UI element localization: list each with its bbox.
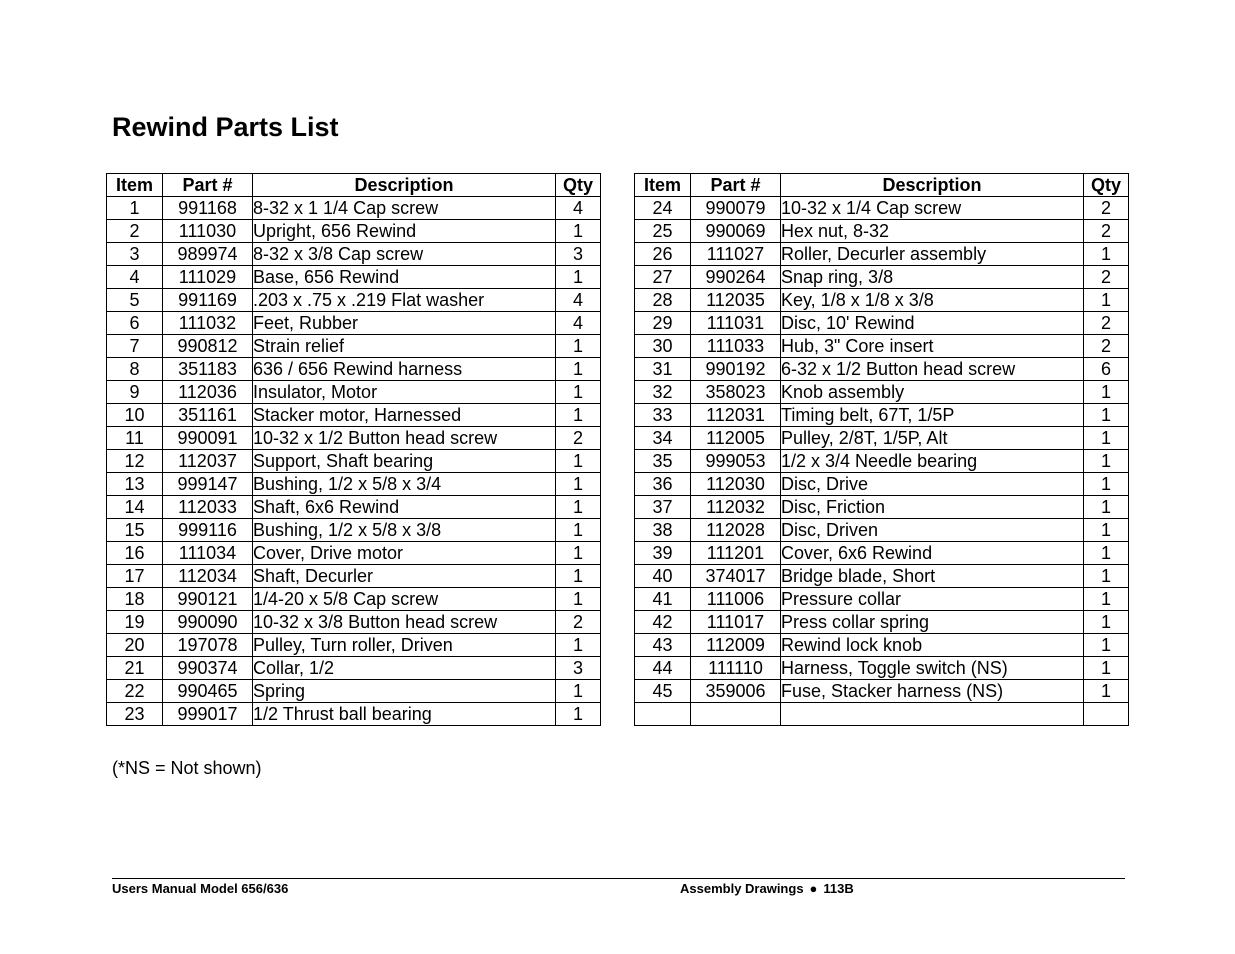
cell-item: 17 xyxy=(107,565,163,588)
cell-qty: 2 xyxy=(1084,266,1129,289)
cell-description: Cover, Drive motor xyxy=(253,542,556,565)
table-row xyxy=(107,703,601,726)
cell-qty: 1 xyxy=(1084,450,1129,473)
cell-qty: 3 xyxy=(556,657,601,680)
cell-description: Shaft, 6x6 Rewind xyxy=(253,496,556,519)
cell-item: 14 xyxy=(107,496,163,519)
table-header-row xyxy=(107,174,601,197)
table-row xyxy=(635,519,1129,542)
cell-description: 10-32 x 3/8 Button head screw xyxy=(253,611,556,634)
cell-description: Hex nut, 8-32 xyxy=(781,220,1084,243)
table-row xyxy=(107,473,601,496)
cell-description: Bushing, 1/2 x 5/8 x 3/8 xyxy=(253,519,556,542)
cell-description: Disc, Drive xyxy=(781,473,1084,496)
cell-item: 41 xyxy=(635,588,691,611)
cell-description: Spring xyxy=(253,680,556,703)
cell-qty: 2 xyxy=(1084,197,1129,220)
cell-item: 11 xyxy=(107,427,163,450)
cell-description: Press collar spring xyxy=(781,611,1084,634)
cell-item: 12 xyxy=(107,450,163,473)
table-row xyxy=(107,289,601,312)
cell-item: 40 xyxy=(635,565,691,588)
cell-item: 38 xyxy=(635,519,691,542)
cell-description: 1/2 x 3/4 Needle bearing xyxy=(781,450,1084,473)
cell-qty: 1 xyxy=(1084,657,1129,680)
cell-qty: 3 xyxy=(556,243,601,266)
cell-part-number: 990069 xyxy=(691,220,781,243)
cell-part-number: 197078 xyxy=(163,634,253,657)
table-row xyxy=(107,519,601,542)
cell-part-number: 112005 xyxy=(691,427,781,450)
table-row xyxy=(635,611,1129,634)
cell-part-number: 999017 xyxy=(163,703,253,726)
cell-qty: 1 xyxy=(1084,404,1129,427)
table-row xyxy=(107,611,601,634)
cell-qty: 1 xyxy=(556,680,601,703)
cell-qty: 2 xyxy=(1084,312,1129,335)
cell-item: 34 xyxy=(635,427,691,450)
cell-description: Bushing, 1/2 x 5/8 x 3/4 xyxy=(253,473,556,496)
cell-description: Disc, Friction xyxy=(781,496,1084,519)
cell-item: 42 xyxy=(635,611,691,634)
cell-qty: 1 xyxy=(556,381,601,404)
table-row xyxy=(107,266,601,289)
cell-qty: 4 xyxy=(556,312,601,335)
cell-qty: 1 xyxy=(556,496,601,519)
cell-item: 4 xyxy=(107,266,163,289)
table-row xyxy=(107,404,601,427)
table-row xyxy=(107,220,601,243)
cell-qty: 1 xyxy=(556,335,601,358)
cell-qty: 1 xyxy=(556,473,601,496)
table-row xyxy=(635,542,1129,565)
cell-item: 30 xyxy=(635,335,691,358)
cell-qty: 1 xyxy=(1084,427,1129,450)
cell-description: Pulley, Turn roller, Driven xyxy=(253,634,556,657)
parts-table-right-body xyxy=(635,197,1129,726)
parts-table-left xyxy=(106,173,601,726)
bullet-icon: ● xyxy=(809,881,818,896)
cell-qty: 1 xyxy=(556,404,601,427)
cell-part-number: 112037 xyxy=(163,450,253,473)
table-row xyxy=(107,657,601,680)
cell-item: 35 xyxy=(635,450,691,473)
cell-qty: 1 xyxy=(556,703,601,726)
cell-item: 31 xyxy=(635,358,691,381)
cell-description: Stacker motor, Harnessed xyxy=(253,404,556,427)
table-row xyxy=(635,312,1129,335)
cell-qty: 1 xyxy=(1084,473,1129,496)
cell-description: Key, 1/8 x 1/8 x 3/8 xyxy=(781,289,1084,312)
table-header-row xyxy=(635,174,1129,197)
cell-description: Cover, 6x6 Rewind xyxy=(781,542,1084,565)
footnote: (*NS = Not shown) xyxy=(112,758,262,778)
cell-qty: 1 xyxy=(556,588,601,611)
cell-part-number: 990090 xyxy=(163,611,253,634)
table-row xyxy=(635,289,1129,312)
table-row xyxy=(635,634,1129,657)
table-row xyxy=(107,381,601,404)
cell-description: Shaft, Decurler xyxy=(253,565,556,588)
cell-description: Fuse, Stacker harness (NS) xyxy=(781,680,1084,703)
cell-part-number: 990079 xyxy=(691,197,781,220)
cell-part-number: 990812 xyxy=(163,335,253,358)
cell-item: 20 xyxy=(107,634,163,657)
cell-part-number: 351183 xyxy=(163,358,253,381)
cell-part-number: 990264 xyxy=(691,266,781,289)
footer-manual-title: Users Manual Model 656/636 xyxy=(112,881,289,896)
cell-description: Upright, 656 Rewind xyxy=(253,220,556,243)
cell-part-number: 999116 xyxy=(163,519,253,542)
column-header-item: Item xyxy=(635,174,691,197)
cell-qty: 1 xyxy=(556,542,601,565)
cell-item: 7 xyxy=(107,335,163,358)
column-header-description: Description xyxy=(781,174,1084,197)
table-row xyxy=(635,220,1129,243)
cell-part-number: 112032 xyxy=(691,496,781,519)
table-row xyxy=(635,588,1129,611)
cell-part-number: 990091 xyxy=(163,427,253,450)
table-row xyxy=(635,335,1129,358)
cell-item: 10 xyxy=(107,404,163,427)
cell-item: 22 xyxy=(107,680,163,703)
cell-description: Disc, 10' Rewind xyxy=(781,312,1084,335)
column-header-description: Description xyxy=(253,174,556,197)
cell-item: 1 xyxy=(107,197,163,220)
cell-part-number: 111027 xyxy=(691,243,781,266)
cell-part-number: 111031 xyxy=(691,312,781,335)
cell-item: 2 xyxy=(107,220,163,243)
cell-qty: 4 xyxy=(556,197,601,220)
cell-description: Hub, 3" Core insert xyxy=(781,335,1084,358)
cell-description: Snap ring, 3/8 xyxy=(781,266,1084,289)
cell-qty: 2 xyxy=(1084,220,1129,243)
cell-part-number: 989974 xyxy=(163,243,253,266)
column-header-part: Part # xyxy=(163,174,253,197)
cell-description: .203 x .75 x .219 Flat washer xyxy=(253,289,556,312)
cell-item: 13 xyxy=(107,473,163,496)
table-row xyxy=(635,197,1129,220)
cell-part-number: 111032 xyxy=(163,312,253,335)
cell-part-number: 999147 xyxy=(163,473,253,496)
cell-item: 8 xyxy=(107,358,163,381)
cell-description: Feet, Rubber xyxy=(253,312,556,335)
cell-item: 36 xyxy=(635,473,691,496)
column-header-qty: Qty xyxy=(1084,174,1129,197)
cell-part-number: 359006 xyxy=(691,680,781,703)
table-row xyxy=(635,358,1129,381)
cell-qty: 1 xyxy=(1084,519,1129,542)
cell-item: 24 xyxy=(635,197,691,220)
cell-part-number: 111110 xyxy=(691,657,781,680)
cell-part-number: 111030 xyxy=(163,220,253,243)
cell-description: 10-32 x 1/2 Button head screw xyxy=(253,427,556,450)
cell-qty: 1 xyxy=(556,220,601,243)
cell-description: Pressure collar xyxy=(781,588,1084,611)
cell-item: 6 xyxy=(107,312,163,335)
cell-item: 44 xyxy=(635,657,691,680)
cell-item: 3 xyxy=(107,243,163,266)
cell-description: Support, Shaft bearing xyxy=(253,450,556,473)
page-title: Rewind Parts List xyxy=(112,112,339,142)
cell-qty: 1 xyxy=(1084,496,1129,519)
cell-part-number: 358023 xyxy=(691,381,781,404)
cell-part-number: 351161 xyxy=(163,404,253,427)
cell-part-number: 990465 xyxy=(163,680,253,703)
cell-part-number: 111006 xyxy=(691,588,781,611)
cell-qty: 6 xyxy=(1084,358,1129,381)
cell-qty: 1 xyxy=(1084,381,1129,404)
footer-section: Assembly Drawings xyxy=(680,881,804,896)
cell-description: Roller, Decurler assembly xyxy=(781,243,1084,266)
cell-item: 43 xyxy=(635,634,691,657)
column-header-part: Part # xyxy=(691,174,781,197)
cell-item xyxy=(635,703,691,726)
cell-description: Bridge blade, Short xyxy=(781,565,1084,588)
cell-part-number: 111033 xyxy=(691,335,781,358)
table-row xyxy=(635,473,1129,496)
cell-description: Pulley, 2/8T, 1/5P, Alt xyxy=(781,427,1084,450)
footer-page-number: 113B xyxy=(823,881,854,896)
table-row xyxy=(635,427,1129,450)
table-row xyxy=(107,450,601,473)
table-row xyxy=(107,542,601,565)
cell-qty: 1 xyxy=(1084,588,1129,611)
cell-qty: 1 xyxy=(556,450,601,473)
cell-part-number: 112033 xyxy=(163,496,253,519)
cell-description: 10-32 x 1/4 Cap screw xyxy=(781,197,1084,220)
cell-description: Timing belt, 67T, 1/5P xyxy=(781,404,1084,427)
cell-part-number: 112028 xyxy=(691,519,781,542)
table-row xyxy=(635,381,1129,404)
cell-description: Collar, 1/2 xyxy=(253,657,556,680)
table-row xyxy=(107,312,601,335)
cell-item: 37 xyxy=(635,496,691,519)
cell-description: 636 / 656 Rewind harness xyxy=(253,358,556,381)
cell-item: 21 xyxy=(107,657,163,680)
cell-part-number: 112031 xyxy=(691,404,781,427)
cell-description: Insulator, Motor xyxy=(253,381,556,404)
cell-part-number: 999053 xyxy=(691,450,781,473)
cell-description: 1/4-20 x 5/8 Cap screw xyxy=(253,588,556,611)
cell-description: 8-32 x 1 1/4 Cap screw xyxy=(253,197,556,220)
table-row xyxy=(107,197,601,220)
cell-item: 28 xyxy=(635,289,691,312)
table-row xyxy=(107,565,601,588)
cell-part-number: 991169 xyxy=(163,289,253,312)
cell-qty: 1 xyxy=(556,634,601,657)
table-row xyxy=(635,657,1129,680)
cell-description: Disc, Driven xyxy=(781,519,1084,542)
cell-qty: 1 xyxy=(556,519,601,542)
footer-divider xyxy=(112,878,1125,879)
table-row xyxy=(635,450,1129,473)
cell-item: 29 xyxy=(635,312,691,335)
footer-page-info xyxy=(680,881,854,896)
cell-item: 19 xyxy=(107,611,163,634)
table-row xyxy=(107,427,601,450)
cell-item: 33 xyxy=(635,404,691,427)
cell-qty: 1 xyxy=(1084,542,1129,565)
cell-part-number: 374017 xyxy=(691,565,781,588)
cell-qty xyxy=(1084,703,1129,726)
cell-part-number: 111201 xyxy=(691,542,781,565)
table-row xyxy=(635,496,1129,519)
cell-qty: 1 xyxy=(1084,565,1129,588)
cell-qty: 1 xyxy=(1084,289,1129,312)
table-row xyxy=(107,634,601,657)
parts-table-left-body xyxy=(107,197,601,726)
cell-item: 45 xyxy=(635,680,691,703)
table-row xyxy=(635,565,1129,588)
cell-qty: 1 xyxy=(556,266,601,289)
cell-part-number: 991168 xyxy=(163,197,253,220)
column-header-item: Item xyxy=(107,174,163,197)
cell-description: Strain relief xyxy=(253,335,556,358)
cell-item: 5 xyxy=(107,289,163,312)
cell-item: 25 xyxy=(635,220,691,243)
cell-description xyxy=(781,703,1084,726)
cell-description: Harness, Toggle switch (NS) xyxy=(781,657,1084,680)
cell-item: 39 xyxy=(635,542,691,565)
table-row xyxy=(635,404,1129,427)
cell-description: 6-32 x 1/2 Button head screw xyxy=(781,358,1084,381)
cell-qty: 1 xyxy=(1084,680,1129,703)
cell-part-number xyxy=(691,703,781,726)
cell-item: 23 xyxy=(107,703,163,726)
table-row xyxy=(107,335,601,358)
cell-part-number: 111017 xyxy=(691,611,781,634)
cell-item: 32 xyxy=(635,381,691,404)
cell-qty: 2 xyxy=(556,427,601,450)
cell-item: 26 xyxy=(635,243,691,266)
cell-qty: 2 xyxy=(1084,335,1129,358)
cell-item: 27 xyxy=(635,266,691,289)
cell-qty: 2 xyxy=(556,611,601,634)
table-row xyxy=(635,243,1129,266)
cell-part-number: 111034 xyxy=(163,542,253,565)
cell-item: 18 xyxy=(107,588,163,611)
cell-qty: 1 xyxy=(1084,611,1129,634)
table-row xyxy=(107,680,601,703)
table-row xyxy=(107,243,601,266)
cell-qty: 1 xyxy=(1084,243,1129,266)
parts-table-right xyxy=(634,173,1129,726)
table-row xyxy=(635,680,1129,703)
cell-part-number: 112030 xyxy=(691,473,781,496)
cell-part-number: 112036 xyxy=(163,381,253,404)
cell-description: 8-32 x 3/8 Cap screw xyxy=(253,243,556,266)
cell-description: Base, 656 Rewind xyxy=(253,266,556,289)
cell-part-number: 990374 xyxy=(163,657,253,680)
cell-qty: 1 xyxy=(556,565,601,588)
cell-item: 15 xyxy=(107,519,163,542)
cell-part-number: 112009 xyxy=(691,634,781,657)
cell-qty: 4 xyxy=(556,289,601,312)
cell-item: 9 xyxy=(107,381,163,404)
cell-qty: 1 xyxy=(556,358,601,381)
table-row xyxy=(107,588,601,611)
cell-part-number: 111029 xyxy=(163,266,253,289)
cell-description: Rewind lock knob xyxy=(781,634,1084,657)
cell-part-number: 112034 xyxy=(163,565,253,588)
cell-part-number: 112035 xyxy=(691,289,781,312)
table-row xyxy=(635,703,1129,726)
cell-qty: 1 xyxy=(1084,634,1129,657)
cell-item: 16 xyxy=(107,542,163,565)
table-row xyxy=(107,358,601,381)
cell-part-number: 990192 xyxy=(691,358,781,381)
table-row xyxy=(107,496,601,519)
table-row xyxy=(635,266,1129,289)
column-header-qty: Qty xyxy=(556,174,601,197)
cell-part-number: 990121 xyxy=(163,588,253,611)
cell-description: Knob assembly xyxy=(781,381,1084,404)
cell-description: 1/2 Thrust ball bearing xyxy=(253,703,556,726)
